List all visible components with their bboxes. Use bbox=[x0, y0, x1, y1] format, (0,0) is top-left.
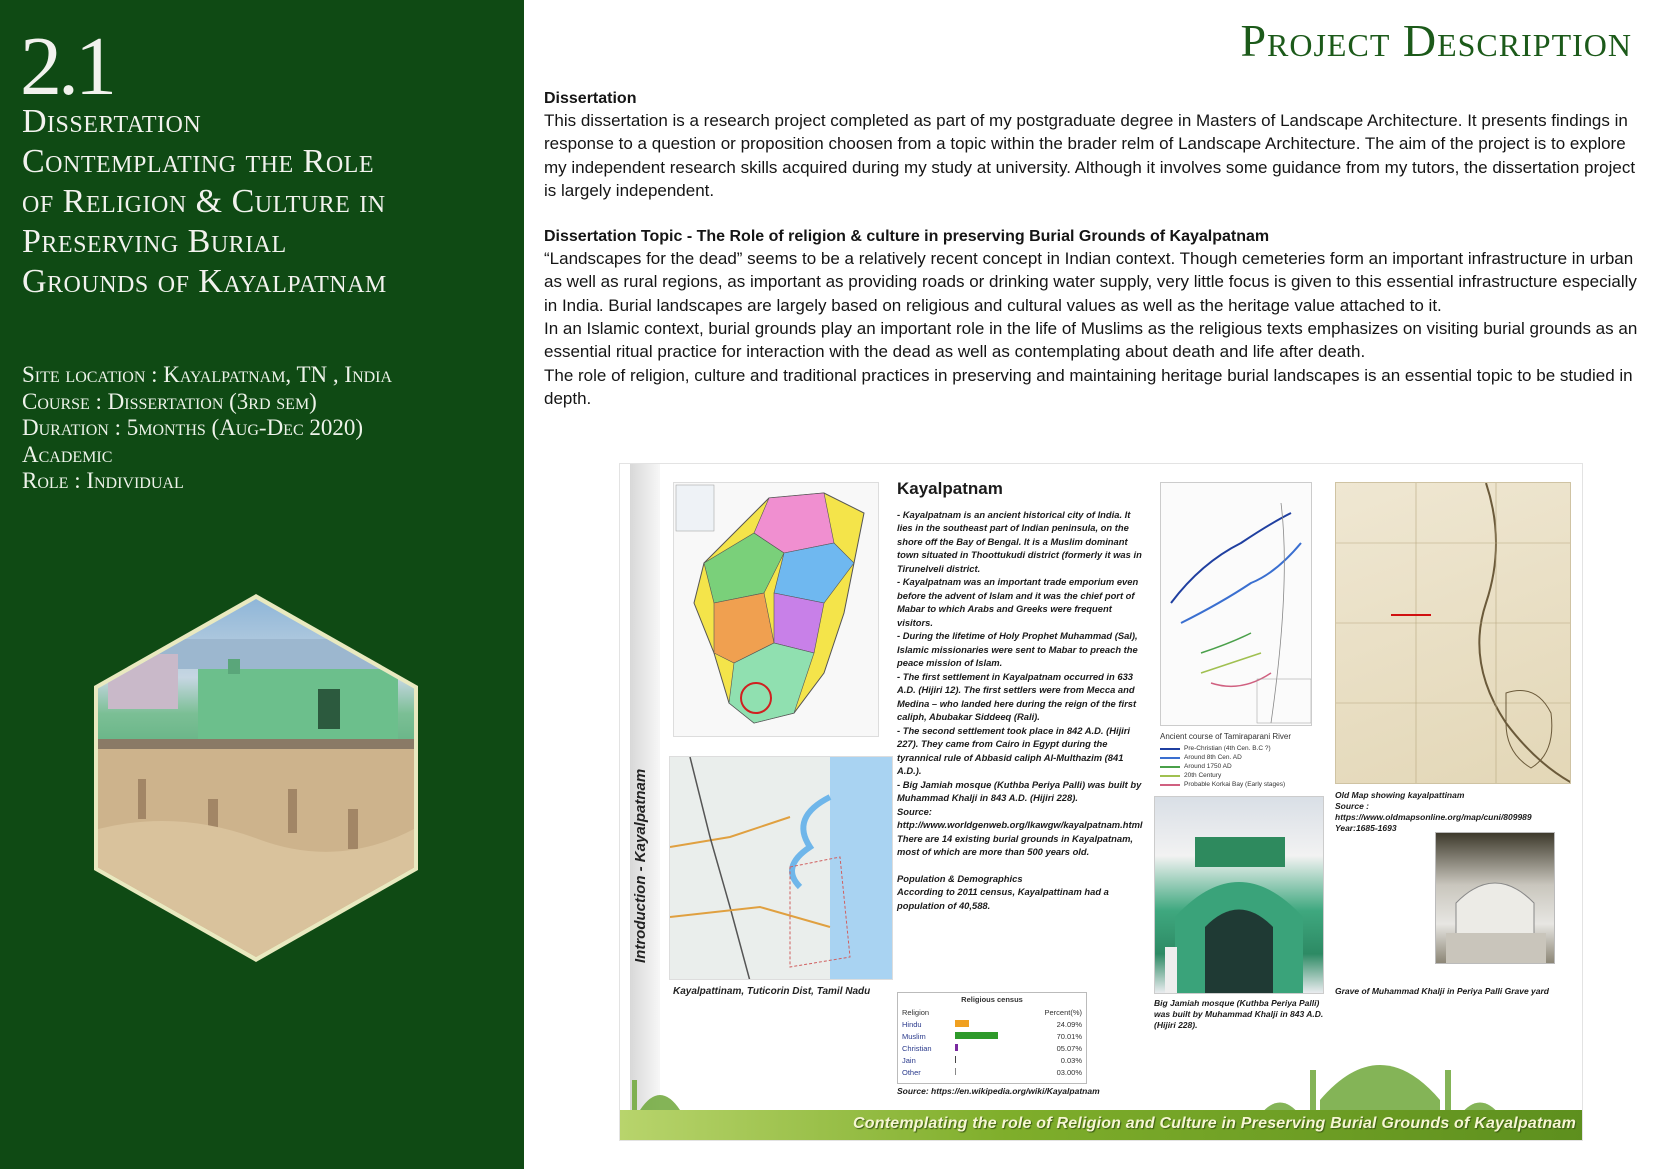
mosque-photo bbox=[1154, 796, 1324, 994]
page-title: Project Description bbox=[1240, 15, 1632, 66]
kayalpatnam-title: Kayalpatnam bbox=[897, 479, 1003, 498]
road-map-graphic bbox=[670, 757, 893, 980]
census-percent: 24.09% bbox=[1056, 1019, 1082, 1029]
info-site-location: Site location : Kayalpatnam, TN , India bbox=[22, 362, 393, 387]
legend-swatch bbox=[1160, 784, 1180, 786]
mosque-caption: Big Jamiah mosque (Kuthba Periya Palli) was built by Muhammad Khalji in 843 A.D. (Hijiri 228). bbox=[1154, 998, 1324, 1030]
kp-text-line: There are 14 existing burial grounds in Kayalpatnam, most of which are more than 500 years old. bbox=[897, 832, 1134, 857]
census-title: Religious census bbox=[961, 995, 1023, 1004]
map-caption: Kayalpattinam, Tuticorin Dist, Tamil Nadu bbox=[673, 986, 871, 997]
kayalpatnam-info-column bbox=[897, 479, 1145, 912]
old-map-caption-line: Source : bbox=[1335, 801, 1370, 811]
title-line: Contemplating the Role bbox=[22, 143, 374, 180]
census-percent: 03.00% bbox=[1056, 1067, 1082, 1077]
kp-text-line: - The first settlement in Kayalpatnam occurred in 633 A.D. (Hijiri 12). The first settlers were from Mecca and Medina – who landed here during the reign of the first caliph, Abubakar Siddeeq (Rali). bbox=[897, 670, 1137, 722]
description-content bbox=[544, 88, 1650, 410]
site-photo bbox=[98, 599, 414, 957]
census-religion-label: Other bbox=[902, 1067, 921, 1077]
mosque-illustration bbox=[1155, 797, 1323, 993]
river-legend-title: Ancient course of Tamiraparani River bbox=[1160, 732, 1292, 741]
topic-paragraph: In an Islamic context, burial grounds play an important role in the life of Muslims as the religious texts emphasizes on visiting burial grounds as an essential ritual practice for interaction with the dead as well as contemplating about death and life after death. bbox=[544, 319, 1638, 362]
kp-text-line: - The second settlement took place in 842 A.D. (Hijiri 227). They came from Cairo in Egypt during the tyrannical rule of Abbasid caliph Al-Multhazim (841 A.D.). bbox=[897, 724, 1131, 776]
topic-paragraph: The role of religion, culture and traditional practices in preserving and maintaining heritage burial landscapes is an essential topic to be studied in depth. bbox=[544, 365, 1633, 408]
district-map-graphic bbox=[674, 483, 878, 736]
info-duration: Duration : 5months (Aug-Dec 2020) bbox=[22, 415, 364, 440]
river-legend-item bbox=[1160, 762, 1320, 771]
census-religion-label: Christian bbox=[902, 1043, 932, 1053]
legend-label: Pre-Christian (4th Cen. B.C ?) bbox=[1184, 745, 1271, 752]
census-col-percent: Percent(%) bbox=[1044, 1007, 1082, 1017]
title-line: of Religion & Culture in bbox=[22, 183, 386, 220]
grave-photo bbox=[1435, 832, 1555, 964]
project-info bbox=[22, 362, 512, 495]
legend-label: 20th Century bbox=[1184, 772, 1222, 779]
project-title bbox=[22, 102, 512, 302]
river-course-map bbox=[1160, 482, 1312, 726]
section-heading-dissertation: Dissertation bbox=[544, 90, 637, 107]
title-line: Preserving Burial bbox=[22, 223, 287, 260]
census-bar bbox=[955, 1020, 970, 1027]
legend-label: Around 1750 AD bbox=[1184, 763, 1232, 770]
old-map-caption bbox=[1335, 790, 1575, 834]
census-bar-cell bbox=[951, 1018, 1023, 1030]
old-map-graphic bbox=[1336, 483, 1571, 784]
dissertation-paragraph: This dissertation is a research project completed as part of my postgraduate degree in Masters of Landscape Architecture. It presents findings in response to a question or proposition choosen from a topic within the brader relm of Landscape Architecture. The aim of the project is to explore my independent research skills acquired during my study at university. Although it involves some guidance from my tutors, the dissertation project is largely independent. bbox=[544, 111, 1636, 200]
population-text: According to 2011 census, Kayalpattinam had a population of 40,588. bbox=[897, 886, 1109, 911]
info-role: Role : Individual bbox=[22, 468, 184, 493]
kp-text-line: - Big Jamiah mosque (Kuthba Periya Palli) was built by Muhammad Khalji in 843 A.D. (Hijiri 228). bbox=[897, 778, 1142, 803]
census-bar bbox=[955, 1032, 998, 1039]
river-legend-item bbox=[1160, 753, 1320, 762]
section-heading-topic: Dissertation Topic - The Role of religion & culture in preserving Burial Grounds of Kayalpatnam bbox=[544, 228, 1270, 246]
kayalpatnam-road-map bbox=[669, 756, 893, 980]
grave-caption: Grave of Muhammad Khalji in Periya Palli Grave yard bbox=[1335, 986, 1549, 996]
section-number: 2.1 bbox=[20, 20, 113, 113]
poster-banner-text: Contemplating the role of Religion and Culture in Preserving Burial Grounds of Kayalpatnam bbox=[853, 1115, 1576, 1132]
population-heading: Population & Demographics bbox=[897, 872, 1023, 884]
kp-text-line: - Kayalpatnam is an ancient historical city of India. It lies in the southeast part of Indian peninsula, on the shore off the Bay of Bengal. It is a Muslim dominant town situated in Thoottukudi district (formerly it was in Tirunelveli district. bbox=[897, 508, 1142, 574]
kp-text-line: Source: bbox=[897, 805, 932, 817]
title-line: Dissertation bbox=[22, 103, 202, 140]
topic-paragraph: “Landscapes for the dead” seems to be a relatively recent concept in Indian context. Though cemeteries form an important infrastructure in urban as well as rural regions, as important as providing roads or drinking water supply, very little focus is given to this essential infrastructure especially in India. Burial landscapes are largely based on religious and cultural values as well as the heritage value attached to it. bbox=[544, 249, 1637, 315]
info-course: Course : Dissertation (3rd sem) bbox=[22, 388, 317, 414]
poster-side-strip bbox=[630, 464, 660, 1120]
legend-swatch bbox=[1160, 775, 1180, 777]
legend-label: Around 8th Cen. AD bbox=[1184, 754, 1242, 761]
river-legend-item bbox=[1160, 771, 1320, 780]
grave-illustration bbox=[1436, 833, 1554, 963]
census-percent: 0.03% bbox=[1060, 1055, 1082, 1065]
river-legend-item bbox=[1160, 780, 1320, 789]
old-map-caption-line: Year:1685-1693 bbox=[1335, 823, 1397, 833]
census-row bbox=[898, 1018, 1086, 1030]
river-legend-item bbox=[1160, 744, 1320, 753]
tamil-nadu-district-map bbox=[673, 482, 879, 737]
left-panel bbox=[0, 0, 524, 1169]
legend-swatch bbox=[1160, 748, 1180, 750]
old-map bbox=[1335, 482, 1571, 784]
kp-source-url: http://www.worldgenweb.org/lkawgw/kayalpatnam.html bbox=[897, 819, 1143, 830]
census-religion-label: Jain bbox=[902, 1055, 916, 1065]
kp-text-line: - Kayalpatnam was an important trade emporium even before the advent of Islam and it was the chief port of Mabar to which Arabs and Greeks were frequent visitors. bbox=[897, 576, 1139, 628]
poster-banner bbox=[620, 1110, 1583, 1140]
legend-label: Probable Korkai Bay (Early stages) bbox=[1184, 781, 1286, 788]
census-source: Source: https://en.wikipedia.org/wiki/Kayalpatnam bbox=[897, 1086, 1100, 1096]
poster-side-title: Introduction - Kayalpatnam bbox=[632, 768, 649, 963]
kp-text-line: - During the lifetime of Holy Prophet Muhammad (Sal), Islamic missionaries were sent to Mabar to preach the peace mission of Islam. bbox=[897, 630, 1138, 668]
title-line: Grounds of Kayalpatnam bbox=[22, 263, 387, 300]
census-religion-label: Hindu bbox=[902, 1019, 922, 1029]
census-percent: 05.07% bbox=[1056, 1043, 1082, 1053]
site-photo-hexagon bbox=[94, 594, 418, 962]
info-type: Academic bbox=[22, 441, 113, 467]
old-map-source-url: https://www.oldmapsonline.org/map/cuni/809989 bbox=[1335, 812, 1532, 822]
intro-poster bbox=[619, 463, 1583, 1141]
census-percent: 70.01% bbox=[1056, 1031, 1082, 1041]
legend-swatch bbox=[1160, 766, 1180, 768]
census-religion-label: Muslim bbox=[902, 1031, 926, 1041]
river-legend bbox=[1160, 732, 1320, 789]
old-map-caption-line: Old Map showing kayalpattinam bbox=[1335, 790, 1465, 800]
census-col-religion: Religion bbox=[902, 1007, 930, 1017]
legend-swatch bbox=[1160, 757, 1180, 759]
river-course-graphic bbox=[1161, 483, 1312, 726]
burial-ground-illustration bbox=[98, 599, 414, 957]
